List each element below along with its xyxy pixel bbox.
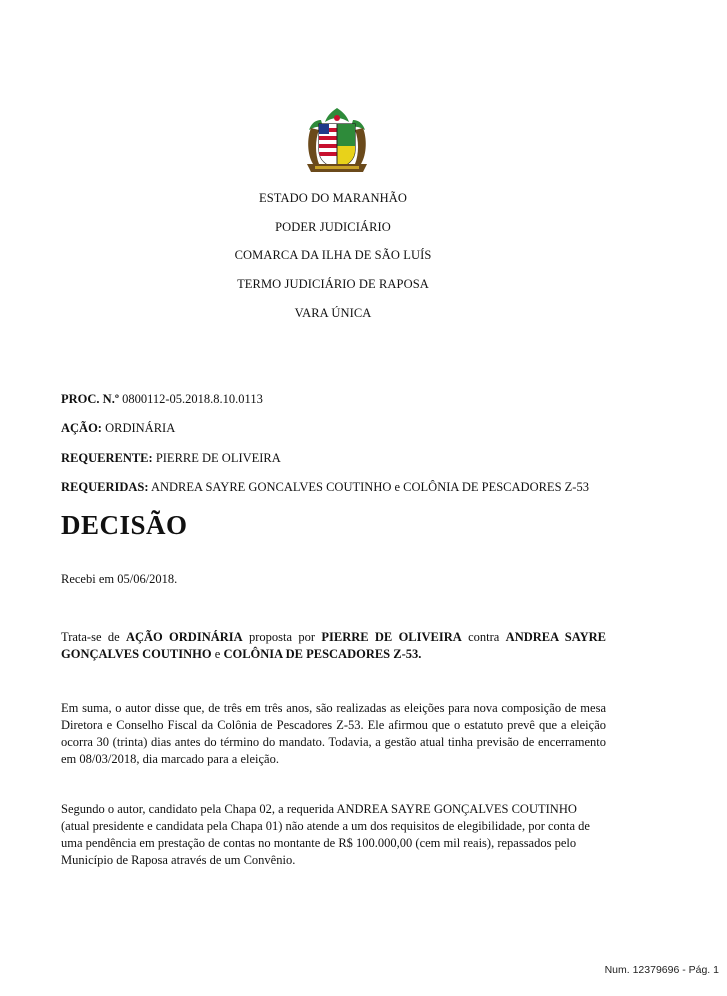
field-acao-value: ORDINÁRIA xyxy=(105,421,176,435)
p1-text-4: e xyxy=(211,647,224,661)
p3-line-4: Município de Raposa através de um Convênio. xyxy=(61,853,296,867)
paragraph-intro xyxy=(61,629,606,663)
field-acao-label: AÇÃO: xyxy=(61,421,102,435)
p3-line-2: (atual presidente e candidata pela Chapa 01) não atende a um dos requisitos de elegibilidade, por conta de xyxy=(61,819,590,833)
field-requerente-value: PIERRE DE OLIVEIRA xyxy=(155,451,281,465)
received-date: Recebi em 05/06/2018. xyxy=(61,572,178,586)
p3-line-3: uma pendência em prestação de contas no montante de R$ 100.000,00 (cem mil reais), repassados pelo xyxy=(61,836,577,850)
field-proc-label: PROC. N.º xyxy=(61,392,119,406)
page-title: DECISÃO xyxy=(61,510,188,540)
p3-line-1: Segundo o autor, candidato pela Chapa 02, a requerida ANDREA SAYRE GONÇALVES COUTINHO xyxy=(61,802,577,816)
field-acao xyxy=(61,421,175,436)
header-vara: VARA ÚNICA xyxy=(294,306,372,320)
p1-text-1: Trata-se de xyxy=(61,630,126,644)
header-judiciary: PODER JUDICIÁRIO xyxy=(275,220,391,234)
paragraph-summary: Em suma, o autor disse que, de três em três anos, são realizadas as eleições para nova composição de mesa Diretora e Conselho Fiscal da Colônia de Pescadores Z-53. Ele afirmou que o estatuto prevê que a eleição ocorra 30 (trinta) dias antes do término do mandato. Todavia, a gestão atual tinha previsão de encerramento em 08/03/2018, dia marcado para a eleição. xyxy=(61,701,606,766)
p1-bold-plaintiff: PIERRE DE OLIVEIRA xyxy=(321,630,462,644)
field-requeridas-value: ANDREA SAYRE GONCALVES COUTINHO e COLÔNIA DE PESCADORES Z-53 xyxy=(150,480,589,494)
field-requeridas xyxy=(61,480,589,495)
field-requerente xyxy=(61,451,281,466)
field-requeridas-label: REQUERIDAS: xyxy=(61,480,149,494)
header-state: ESTADO DO MARANHÃO xyxy=(258,191,408,205)
page-footer: Num. 12379696 - Pág. 1 xyxy=(604,964,719,976)
header-termo: TERMO JUDICIÁRIO DE RAPOSA xyxy=(237,277,429,291)
p1-bold-action: AÇÃO ORDINÁRIA xyxy=(125,630,243,644)
field-proc-value: 0800112-05.2018.8.10.0113 xyxy=(122,392,263,406)
p1-text-3: contra xyxy=(461,630,506,644)
p1-bold-defendant-1: ANDREA SAYRE GONÇALVES COUTINHO xyxy=(61,630,606,661)
header-comarca: COMARCA DA ILHA DE SÃO LUÍS xyxy=(234,248,432,262)
field-proc xyxy=(61,392,263,407)
p1-text-2: proposta por xyxy=(242,630,322,644)
p1-bold-defendant-2: COLÔNIA DE PESCADORES Z-53. xyxy=(223,647,422,661)
field-requerente-label: REQUERENTE: xyxy=(61,451,153,465)
paragraph-candidate xyxy=(61,801,606,869)
coat-of-arms-icon xyxy=(301,106,373,176)
